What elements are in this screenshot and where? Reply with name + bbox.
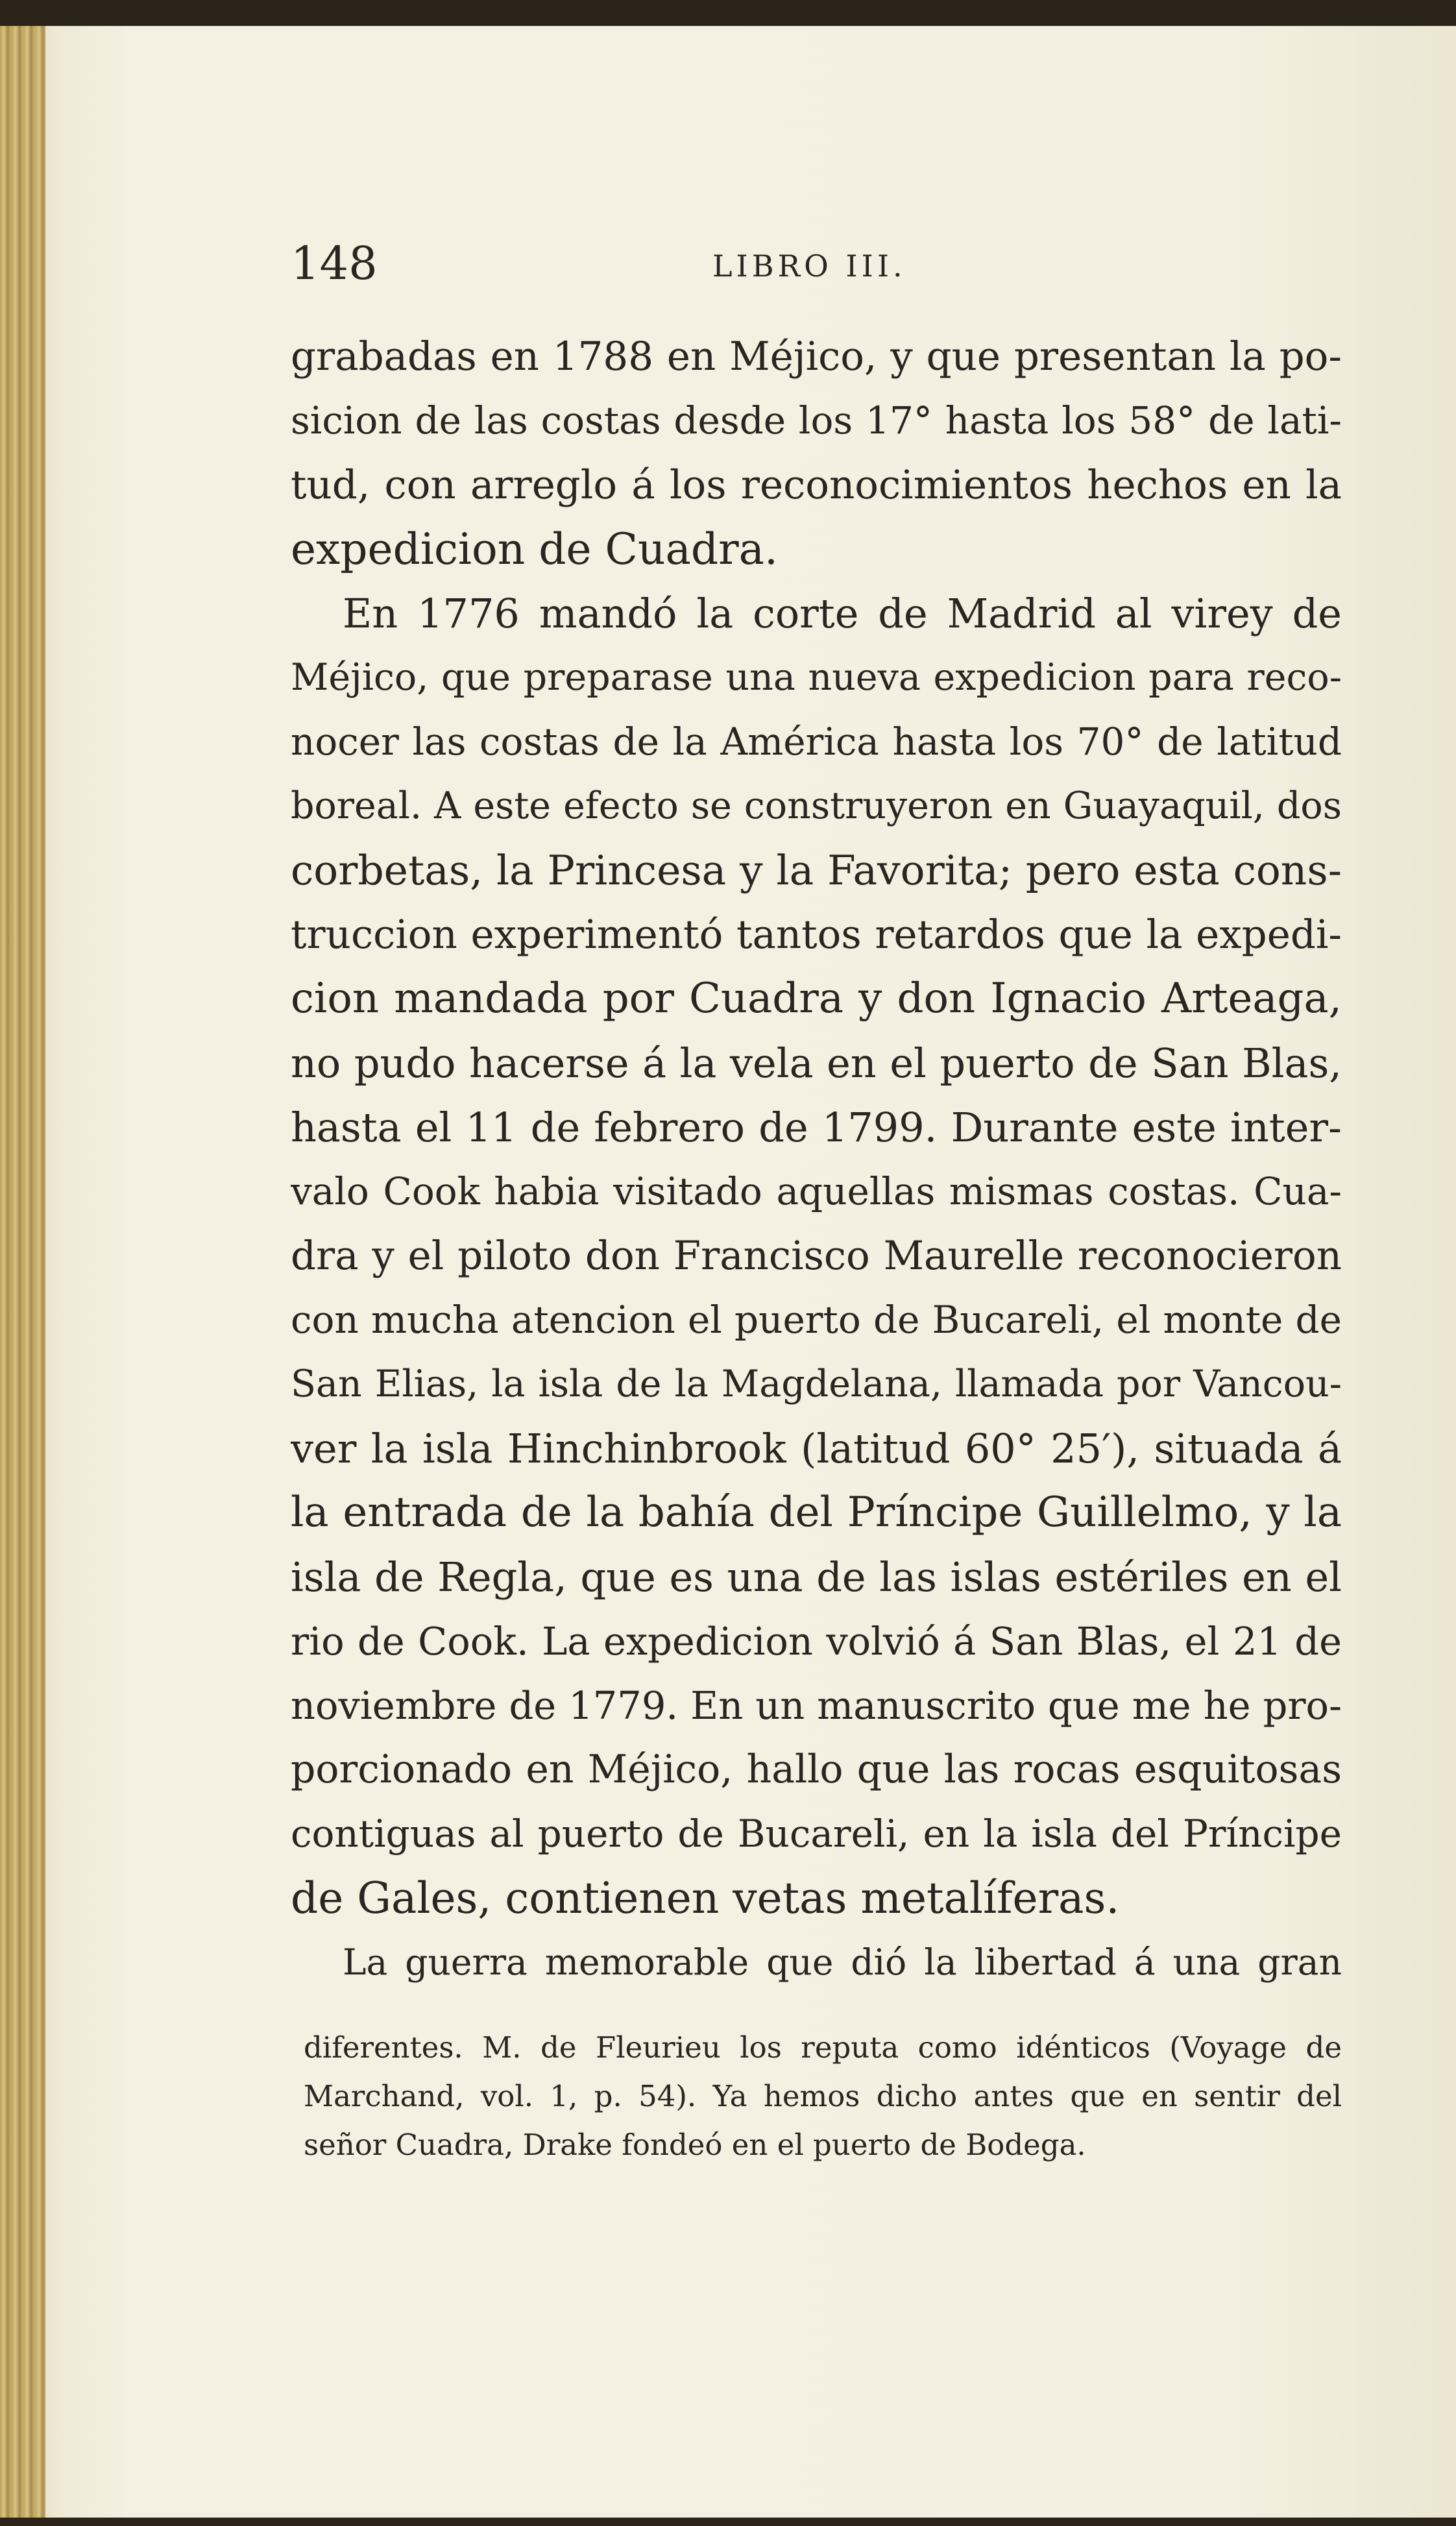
footnote-line: diferentes. M. de Fleurieu los reputa como idénticos (Voyage de <box>304 2030 1342 2065</box>
body-line: tud, con arreglo á los reconocimientos hechos en la <box>291 462 1342 508</box>
body-line: En 1776 mandó la corte de Madrid al virey de <box>343 590 1342 637</box>
body-line: boreal. A este efecto se construyeron en Guayaquil, dos <box>291 784 1342 827</box>
body-line: noviembre de 1779. En un manuscrito que me he pro- <box>291 1683 1342 1728</box>
footnote-line: señor Cuadra, Drake fondeó en el puerto de Bodega. <box>304 2128 1086 2162</box>
body-line: expedicion de Cuadra. <box>291 524 779 574</box>
body-line: de Gales, contienen vetas metalíferas. <box>291 1873 1120 1923</box>
book-spine-edge <box>0 26 45 2518</box>
body-line: sicion de las costas desde los 17° hasta los 58° de lati- <box>291 398 1342 443</box>
body-line: cion mandada por Cuadra y don Ignacio Arteaga, <box>291 975 1342 1023</box>
body-line: con mucha atencion el puerto de Bucareli, el monte de <box>291 1298 1342 1342</box>
page-number: 148 <box>291 237 378 290</box>
body-line: hasta el 11 de febrero de 1799. Durante este inter- <box>291 1104 1342 1151</box>
body-line: ver la isla Hinchinbrook (latitud 60° 25′), situada á <box>291 1425 1342 1472</box>
body-line: corbetas, la Princesa y la Favorita; pero esta cons- <box>291 847 1342 894</box>
body-line: La guerra memorable que dió la libertad á una gran <box>343 1941 1342 1983</box>
body-line: dra y el piloto don Francisco Maurelle reconocieron <box>291 1233 1342 1279</box>
body-line: nocer las costas de la América hasta los 70° de latitud <box>291 720 1342 764</box>
page-header <box>291 237 1342 295</box>
running-head: LIBRO III. <box>712 249 906 284</box>
body-line: contiguas al puerto de Bucareli, en la isla del Príncipe <box>291 1812 1342 1856</box>
footnote-line: Marchand, vol. 1, p. 54). Ya hemos dicho antes que en sentir del <box>304 2079 1342 2113</box>
body-line: porcionado en Méjico, hallo que las rocas esquitosas <box>291 1747 1342 1792</box>
body-line: truccion experimentó tantos retardos que la expedi- <box>291 912 1342 958</box>
body-line: valo Cook habia visitado aquellas mismas costas. Cua- <box>291 1169 1342 1213</box>
body-line: San Elias, la isla de la Magdelana, llamada por Vancou- <box>291 1363 1342 1405</box>
body-line: grabadas en 1788 en Méjico, y que presentan la po- <box>291 334 1342 380</box>
body-line: no pudo hacerse á la vela en el puerto de San Blas, <box>291 1039 1342 1087</box>
body-line: la entrada de la bahía del Príncipe Guillelmo, y la <box>291 1488 1342 1536</box>
body-line: Méjico, que preparase una nueva expedicion para reco- <box>291 656 1342 699</box>
body-line: rio de Cook. La expedicion volvió á San Blas, el 21 de <box>291 1619 1342 1664</box>
footnotes <box>304 2023 1342 2169</box>
body-line: isla de Regla, que es una de las islas estériles en el <box>291 1553 1342 1601</box>
body-text <box>291 324 1342 1995</box>
